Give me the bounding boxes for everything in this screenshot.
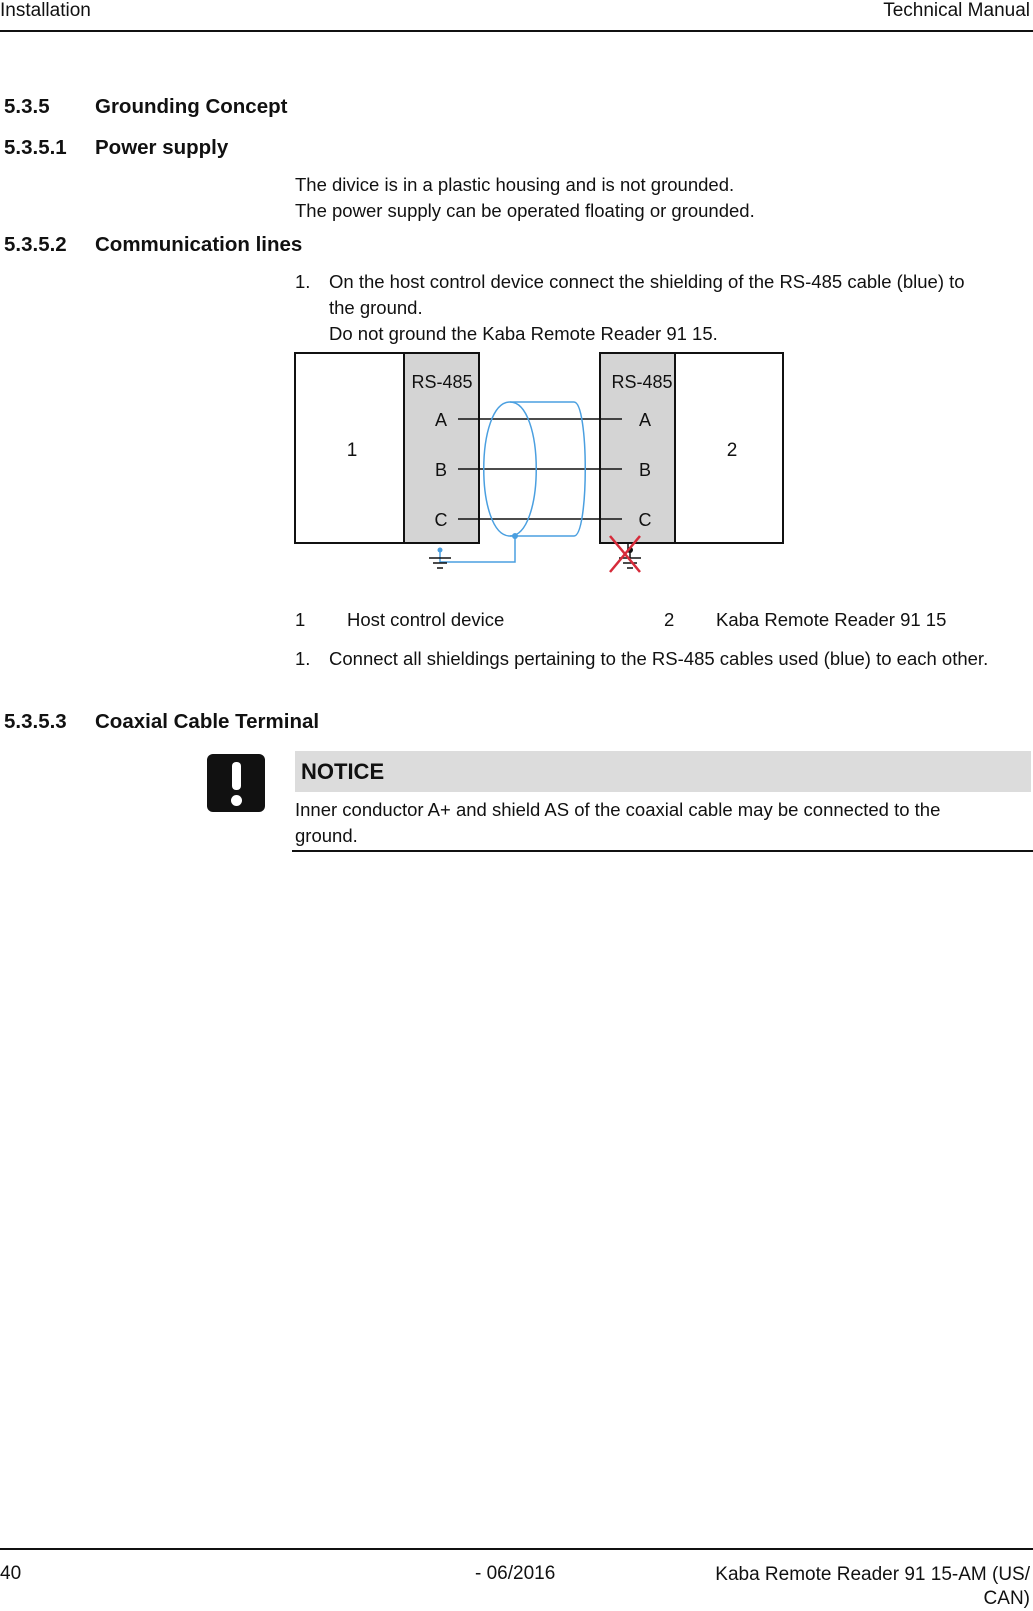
footer-document-title bbox=[715, 1563, 1030, 1611]
step-line: On the host control device connect the shielding of the RS-485 cable (blue) to bbox=[329, 271, 965, 292]
device2-label: 2 bbox=[726, 440, 738, 461]
section-title: Grounding Concept bbox=[95, 95, 288, 118]
section-number: 5.3.5.1 bbox=[4, 136, 67, 159]
instruction-step bbox=[295, 269, 1025, 349]
section-number: 5.3.5.3 bbox=[4, 710, 67, 733]
legend-text: Kaba Remote Reader 91 15 bbox=[716, 609, 947, 630]
footer-rule bbox=[0, 1548, 1033, 1550]
legend-item-1 bbox=[295, 608, 504, 632]
step-number: 1. bbox=[295, 271, 311, 292]
shield-drain-point bbox=[512, 533, 518, 539]
section-title: Power supply bbox=[95, 136, 229, 159]
wiring-diagram bbox=[290, 350, 800, 600]
notice-text bbox=[295, 797, 1015, 849]
port2-terminal-c: C bbox=[638, 510, 652, 530]
step-number: 1. bbox=[295, 648, 311, 669]
paragraph-line: The divice is in a plastic housing and is not grounded. bbox=[295, 174, 735, 195]
section-heading-5-3-5-2 bbox=[4, 233, 504, 257]
footer-doc-line: CAN) bbox=[983, 1588, 1030, 1609]
legend-text: Host control device bbox=[347, 609, 505, 630]
notice-header bbox=[295, 751, 1031, 792]
section-heading-5-3-5 bbox=[4, 95, 504, 119]
step-line: the ground. bbox=[329, 297, 423, 318]
footer-date: - 06/2016 bbox=[475, 1563, 556, 1584]
port2-terminal-a: A bbox=[638, 410, 652, 430]
paragraph-line: The power supply can be operated floating or grounded. bbox=[295, 200, 755, 221]
footer-doc-line: Kaba Remote Reader 91 15-AM (US/ bbox=[715, 1564, 1030, 1585]
section-number: 5.3.5 bbox=[4, 95, 50, 118]
step-line: Do not ground the Kaba Remote Reader 91 15. bbox=[329, 323, 718, 344]
port2-terminal-b: B bbox=[638, 460, 652, 480]
header-rule bbox=[0, 30, 1033, 32]
section-heading-5-3-5-3 bbox=[4, 710, 504, 734]
notice-line: ground. bbox=[295, 825, 358, 846]
port2-title: RS-485 bbox=[611, 372, 673, 392]
step-line: Connect all shieldings pertaining to the RS-485 cables used (blue) to each other. bbox=[329, 648, 989, 669]
port1-terminal-a: A bbox=[434, 410, 448, 430]
section-number: 5.3.5.2 bbox=[4, 233, 67, 256]
port1-terminal-c: C bbox=[434, 510, 448, 530]
header-left: Installation bbox=[0, 0, 91, 21]
legend-item-2 bbox=[664, 608, 946, 632]
device1-label: 1 bbox=[346, 440, 358, 461]
legend-number: 1 bbox=[295, 609, 306, 630]
port1-terminal-b: B bbox=[434, 460, 448, 480]
step-text bbox=[329, 269, 1029, 347]
notice-exclamation-icon bbox=[207, 754, 265, 812]
page-number: 40 bbox=[0, 1563, 22, 1584]
section-title: Communication lines bbox=[95, 233, 303, 256]
notice-rule bbox=[292, 850, 1033, 852]
ground-connection-point bbox=[438, 548, 443, 553]
notice-line: Inner conductor A+ and shield AS of the coaxial cable may be connected to the bbox=[295, 799, 941, 820]
header-right: Technical Manual bbox=[883, 0, 1030, 21]
instruction-step bbox=[295, 646, 1030, 674]
power-supply-text bbox=[295, 172, 1015, 224]
legend-number: 2 bbox=[664, 609, 675, 630]
notice-label: NOTICE bbox=[301, 759, 385, 784]
port1-title: RS-485 bbox=[411, 372, 473, 392]
section-title: Coaxial Cable Terminal bbox=[95, 710, 320, 733]
section-heading-5-3-5-1 bbox=[4, 136, 504, 160]
